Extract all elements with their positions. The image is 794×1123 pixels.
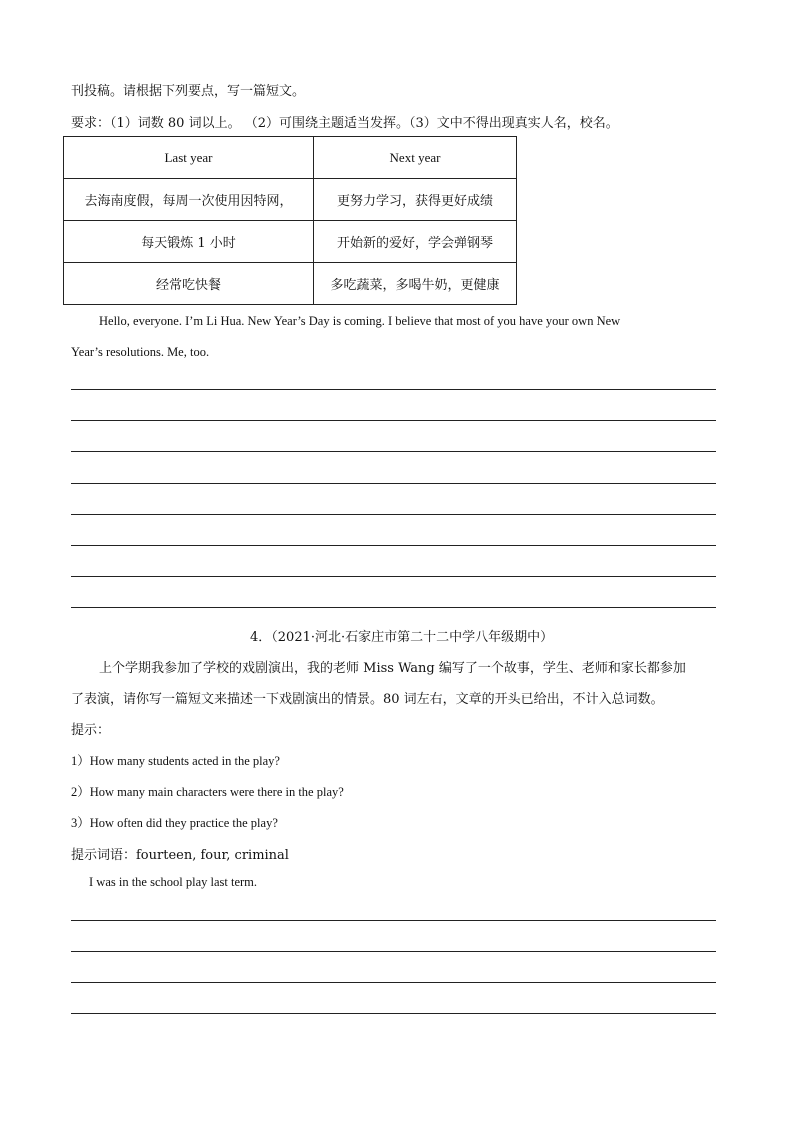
writing-line[interactable] bbox=[71, 951, 716, 952]
table-cell: 每天锻炼 1 小时 bbox=[64, 221, 314, 263]
requirements: 要求：（1）词数 80 词以上。 （2）可围绕主题适当发挥。（3）文中不得出现真实人名，校名。 bbox=[71, 116, 619, 131]
table-row bbox=[64, 221, 517, 263]
writing-line[interactable] bbox=[71, 1013, 716, 1014]
question-title: 4．（2021·河北·石家庄市第二十二中学八年级期中） bbox=[250, 630, 554, 645]
writing-line[interactable] bbox=[71, 920, 716, 921]
writing-line[interactable] bbox=[71, 389, 716, 390]
writing-line[interactable] bbox=[71, 420, 716, 421]
header-last-year: Last year bbox=[64, 137, 314, 179]
hint-item: 2）How many main characters were there in the play? bbox=[71, 785, 344, 799]
intro-line: 刊投稿。请根据下列要点，写一篇短文。 bbox=[71, 84, 306, 99]
table-cell: 去海南度假，每周一次使用因特网， bbox=[64, 179, 314, 221]
question-paragraph: 上个学期我参加了学校的戏剧演出，我的老师 Miss Wang 编写了一个故事，学生、老师和家长都参加 bbox=[99, 661, 686, 676]
question-paragraph: 了表演，请你写一篇短文来描述一下戏剧演出的情景。80 词左右，文章的开头已给出，不计入总词数。 bbox=[71, 692, 664, 707]
table-cell: 开始新的爱好，学会弹钢琴 bbox=[314, 221, 517, 263]
writing-line[interactable] bbox=[71, 982, 716, 983]
table-row bbox=[64, 179, 517, 221]
resolution-table bbox=[63, 136, 517, 305]
table-row bbox=[64, 263, 517, 305]
table-cell: 多吃蔬菜，多喝牛奶，更健康 bbox=[314, 263, 517, 305]
table-cell: 经常吃快餐 bbox=[64, 263, 314, 305]
writing-line[interactable] bbox=[71, 483, 716, 484]
essay-opening: I was in the school play last term. bbox=[89, 875, 258, 889]
writing-line[interactable] bbox=[71, 514, 716, 515]
table-cell: 更努力学习，获得更好成绩 bbox=[314, 179, 517, 221]
hint-item: 3）How often did they practice the play? bbox=[71, 816, 278, 830]
writing-line[interactable] bbox=[71, 451, 716, 452]
essay-opening-line1: Hello, everyone. I’m Li Hua. New Year’s Day is coming. I believe that most of you have your own New bbox=[99, 314, 621, 328]
header-next-year: Next year bbox=[314, 137, 517, 179]
writing-line[interactable] bbox=[71, 545, 716, 546]
hint-label: 提示： bbox=[71, 723, 111, 738]
writing-line[interactable] bbox=[71, 607, 716, 608]
table-header-row bbox=[64, 137, 517, 179]
essay-opening-line2: Year’s resolutions. Me, too. bbox=[71, 345, 210, 359]
hint-item: 1）How many students acted in the play? bbox=[71, 754, 280, 768]
keywords: 提示词语：fourteen, four, criminal bbox=[71, 848, 289, 863]
writing-line[interactable] bbox=[71, 576, 716, 577]
